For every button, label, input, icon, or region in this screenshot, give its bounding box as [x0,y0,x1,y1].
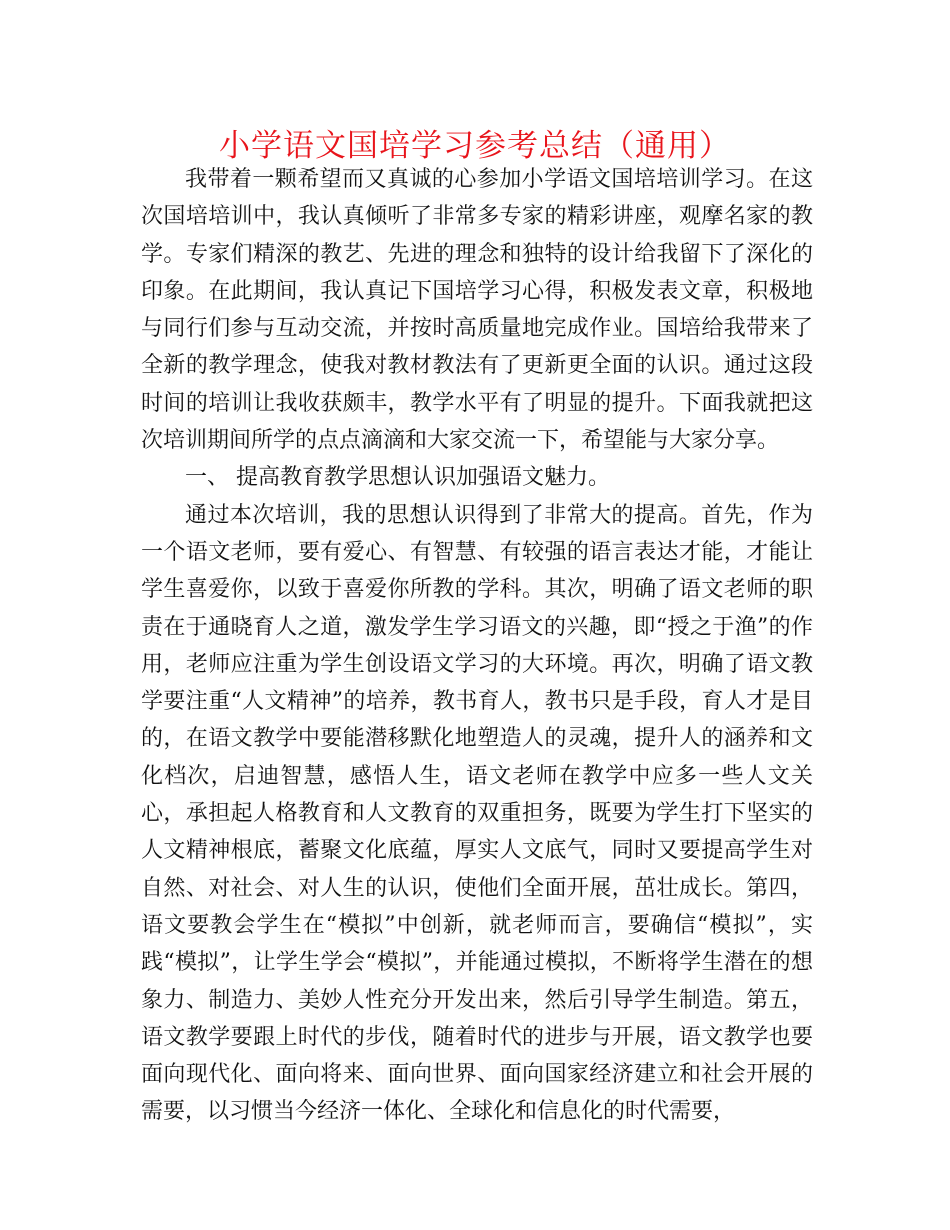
body-paragraph: 通过本次培训，我的思想认识得到了非常大的提高。首先，作为一个语文老师，要有爱心、有智慧、有较强的语言表达才能，才能让学生喜爱你，以致于喜爱你所教的学科。其次，明确了语文老师的职责在于通晓育人之道，激发学生学习语文的兴趣，即“授之于渔”的作用，老师应注重为学生创设语文学习的大环境。再次，明确了语文教学要注重“人文精神”的培养，教书育人，教书只是手段，育人才是目的，在语文教学中要能潜移默化地塑造人的灵魂，提升人的涵养和文化档次，启迪智慧，感悟人生，语文老师在教学中应多一些人文关心，承担起人格教育和人文教育的双重担务，既要为学生打下坚实的人文精神根底，蓄聚文化底蕴，厚实人文底气，同时又要提高学生对自然、对社会、对人生的认识，使他们全面开展，茁壮成长。第四，语文要教会学生在“模拟”中创新，就老师而言，要确信“模拟”，实践“模拟”，让学生学会“模拟”，并能通过模拟，不断将学生潜在的想象力、制造力、美妙人性充分开发出来，然后引导学生制造。第五，语文教学要跟上时代的步伐，随着时代的进步与开展，语文教学也要面向现代化、面向将来、面向世界、面向国家经济建立和社会开展的需要，以习惯当今经济一体化、全球化和信息化的时代需要， [141,502,813,1125]
document-body [141,161,813,1131]
document-title: 小学语文国培学习参考总结（通用） [219,128,731,164]
intro-paragraph: 我带着一颗希望而又真诚的心参加小学语文国培培训学习。在这次国培培训中，我认真倾听了非常多专家的精彩讲座，观摩名家的教学。专家们精深的教艺、先进的理念和独特的设计给我留下了深化的印象。在此期间，我认真记下国培学习心得，积极发表文章，积极地与同行们参与互动交流，并按时高质量地完成作业。国培给我带来了全新的教学理念，使我对教材教法有了更新更全面的认识。通过这段时间的培训让我收获颇丰，教学水平有了明显的提升。下面我就把这次培训期间所学的点点滴滴和大家交流一下，希望能与大家分享。 [141,167,813,454]
section-heading: 一、 提高教育教学思想认识加强语文魅力。 [185,465,610,491]
